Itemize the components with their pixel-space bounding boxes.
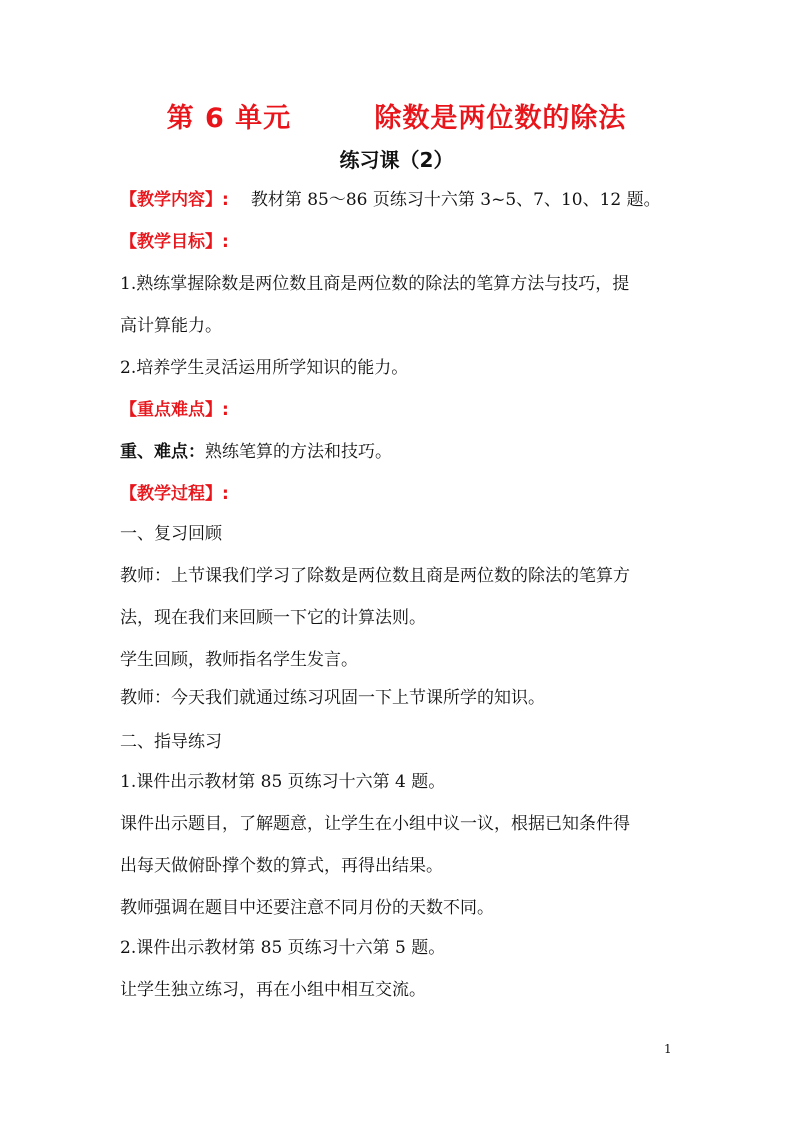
process-line: 二、指导练习	[120, 732, 222, 752]
process-line: 学生回顾，教师指名学生发言。	[120, 650, 358, 670]
process-line: 1.课件出示教材第 85 页练习十六第 4 题。	[120, 772, 446, 792]
process-line: 让学生独立练习，再在小组中相互交流。	[120, 980, 426, 1000]
teaching-content-heading: 【教学内容】:	[120, 190, 229, 210]
process-line: 法，现在我们来回顾一下它的计算法则。	[120, 608, 426, 628]
goal-line-2: 高计算能力。	[120, 316, 222, 336]
process-heading-line	[120, 482, 680, 506]
goal-line-1: 1.熟练掌握除数是两位数且商是两位数的除法的笔算方法与技巧，提	[120, 274, 630, 294]
process-line: 教师强调在题目中还要注意不同月份的天数不同。	[120, 898, 494, 918]
keypoints-line	[120, 440, 680, 464]
teaching-content-line	[120, 188, 680, 212]
process-line: 出每天做俯卧撑个数的算式，再得出结果。	[120, 856, 443, 876]
page-number: 1	[664, 1042, 672, 1056]
process-line: 2.课件出示教材第 85 页练习十六第 5 题。	[120, 938, 446, 958]
keypoints-text: 熟练笔算的方法和技巧。	[205, 442, 392, 462]
lesson-title: 第 6 单元 除数是两位数的除法	[166, 103, 627, 134]
lesson-subtitle: 练习课（2）	[339, 148, 454, 172]
keypoints-heading: 【重点难点】:	[120, 400, 229, 420]
process-line: 教师：今天我们就通过练习巩固一下上节课所学的知识。	[120, 688, 545, 708]
keypoints-prefix: 重、难点：	[120, 442, 205, 462]
teaching-content-text: 教材第 85～86 页练习十六第 3~5、7、10、12 题。	[250, 190, 661, 210]
process-line: 教师：上节课我们学习了除数是两位数且商是两位数的除法的笔算方	[120, 566, 630, 586]
teaching-goals-heading-line	[120, 230, 680, 254]
goal-line-3: 2.培养学生灵活运用所学知识的能力。	[120, 358, 409, 378]
teaching-goals-heading: 【教学目标】:	[120, 232, 229, 252]
process-line: 一、复习回顾	[120, 524, 222, 544]
process-line: 课件出示题目，了解题意，让学生在小组中议一议，根据已知条件得	[120, 814, 630, 834]
process-heading: 【教学过程】:	[120, 484, 229, 504]
keypoints-heading-line	[120, 398, 680, 422]
